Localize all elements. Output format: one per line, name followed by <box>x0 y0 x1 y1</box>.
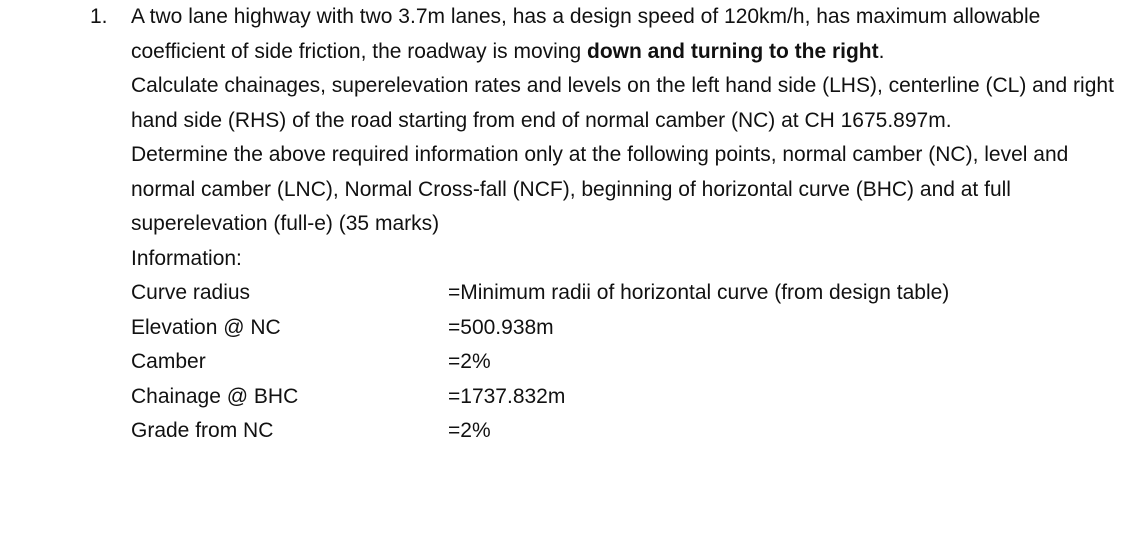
question-number: 1. <box>90 5 108 28</box>
info-label: Grade from NC <box>131 419 274 442</box>
info-value: =2% <box>448 350 491 373</box>
intro-end: . <box>878 39 885 63</box>
info-value: =500.938m <box>448 315 554 339</box>
question-body <box>131 0 1121 449</box>
calculate-paragraph: Calculate chainages, superelevation rates and levels on the left hand side (LHS), centerline (CL) and right hand side (RHS) of the road starting from end of normal camber (NC) at CH 1675.897m. <box>131 74 1114 132</box>
info-label: Curve radius <box>131 281 251 304</box>
info-row <box>131 345 1121 380</box>
determine-paragraph: Determine the above required information only at the following points, normal camber (NC), level and normal camber (LNC), Normal Cross-fall (NCF), beginning of horizontal curve (BHC) and at full superelevation (full-e) (35 marks) <box>131 143 1069 235</box>
info-row <box>131 311 1121 346</box>
info-table <box>131 276 1121 449</box>
info-label: Chainage @ BHC <box>131 384 299 408</box>
info-row <box>131 276 1121 311</box>
info-row <box>131 380 1121 415</box>
info-row <box>131 414 1121 449</box>
info-label: Elevation @ NC <box>131 315 281 339</box>
question-intro <box>131 0 1121 69</box>
info-value: =Minimum radii of horizontal curve (from design table) <box>448 281 950 304</box>
info-label: Camber <box>131 350 206 373</box>
info-heading: Information: <box>131 246 242 270</box>
intro-text: A two lane highway with two 3.7m lanes, has a design speed of 120km/h, has maximum allowable coefficient of side friction, the roadway is moving <box>131 5 1041 63</box>
info-value: =1737.832m <box>448 384 566 408</box>
info-value: =2% <box>448 419 491 442</box>
intro-bold-text: down and turning to the right <box>587 39 879 63</box>
